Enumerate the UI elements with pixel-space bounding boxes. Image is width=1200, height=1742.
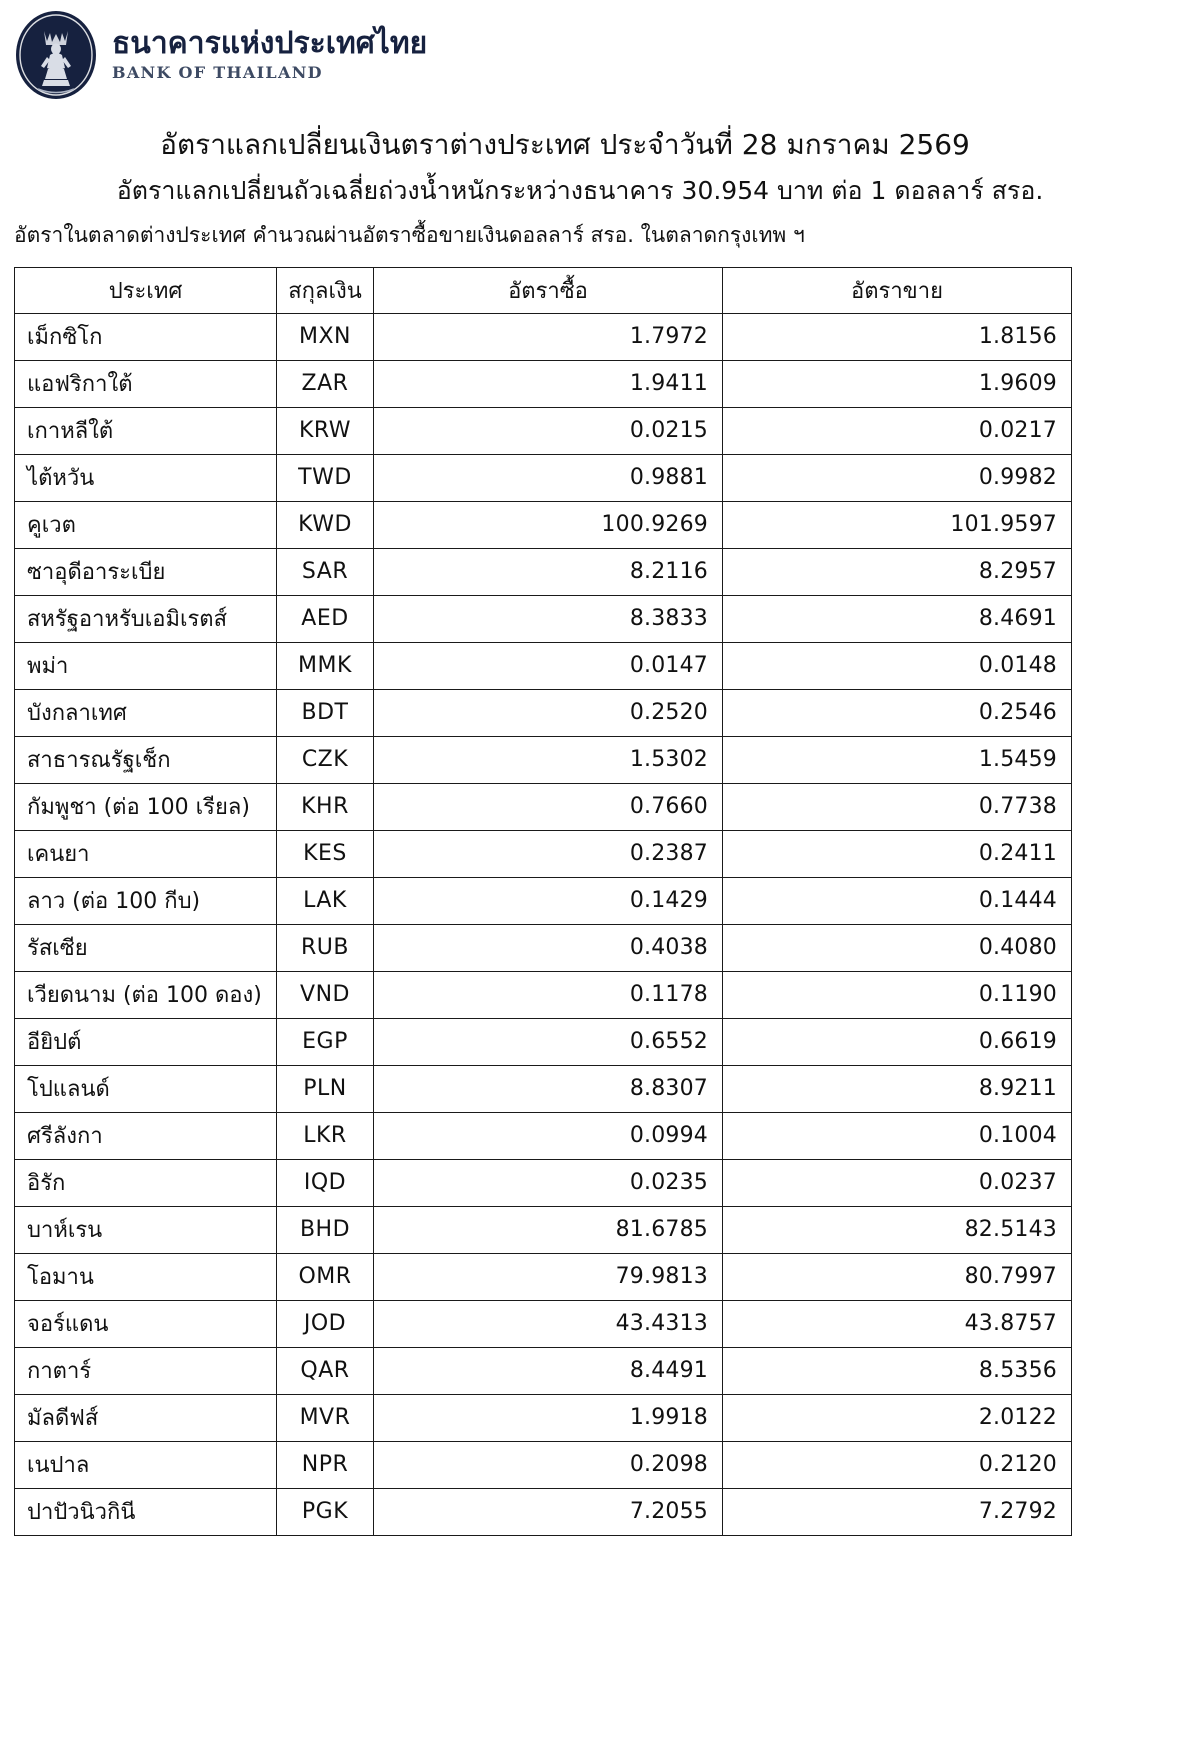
cell-currency-code: JOD: [277, 1300, 374, 1347]
cell-country: ลาว (ต่อ 100 กีบ): [15, 877, 277, 924]
cell-country: กัมพูชา (ต่อ 100 เรียล): [15, 783, 277, 830]
cell-currency-code: PLN: [277, 1065, 374, 1112]
cell-currency-code: KES: [277, 830, 374, 877]
table-row: [15, 971, 1072, 1018]
cell-currency-code: QAR: [277, 1347, 374, 1394]
cell-country: สาธารณรัฐเช็ก: [15, 736, 277, 783]
cell-sell-rate: 8.2957: [723, 548, 1072, 595]
cell-currency-code: VND: [277, 971, 374, 1018]
cell-currency-code: NPR: [277, 1441, 374, 1488]
cell-buy-rate: 0.6552: [374, 1018, 723, 1065]
table-row: [15, 501, 1072, 548]
cell-country: สหรัฐอาหรับเอมิเรตส์: [15, 595, 277, 642]
cell-country: บังกลาเทศ: [15, 689, 277, 736]
cell-currency-code: MMK: [277, 642, 374, 689]
cell-country: ไต้หวัน: [15, 454, 277, 501]
cell-buy-rate: 1.7972: [374, 313, 723, 360]
table-body: [15, 313, 1072, 1535]
table-row: [15, 642, 1072, 689]
cell-currency-code: BHD: [277, 1206, 374, 1253]
cell-buy-rate: 8.4491: [374, 1347, 723, 1394]
table-row: [15, 595, 1072, 642]
cell-country: มัลดีฟส์: [15, 1394, 277, 1441]
cell-buy-rate: 0.7660: [374, 783, 723, 830]
table-row: [15, 1441, 1072, 1488]
table-row: [15, 313, 1072, 360]
cell-sell-rate: 0.7738: [723, 783, 1072, 830]
cell-country: จอร์แดน: [15, 1300, 277, 1347]
cell-buy-rate: 0.0147: [374, 642, 723, 689]
brand-text: [112, 26, 428, 82]
column-header-buy-rate: อัตราซื้อ: [374, 267, 723, 313]
table-row: [15, 454, 1072, 501]
cell-sell-rate: 0.0217: [723, 407, 1072, 454]
cell-country: โปแลนด์: [15, 1065, 277, 1112]
cell-sell-rate: 7.2792: [723, 1488, 1072, 1535]
cell-sell-rate: 1.5459: [723, 736, 1072, 783]
cell-currency-code: EGP: [277, 1018, 374, 1065]
cell-currency-code: MVR: [277, 1394, 374, 1441]
cell-currency-code: ZAR: [277, 360, 374, 407]
cell-currency-code: AED: [277, 595, 374, 642]
cell-buy-rate: 0.1429: [374, 877, 723, 924]
cell-currency-code: LAK: [277, 877, 374, 924]
cell-country: ปาปัวนิวกินี: [15, 1488, 277, 1535]
cell-buy-rate: 1.9411: [374, 360, 723, 407]
cell-country: ซาอุดีอาระเบีย: [15, 548, 277, 595]
cell-sell-rate: 0.6619: [723, 1018, 1072, 1065]
masthead: [0, 0, 1200, 100]
cell-sell-rate: 80.7997: [723, 1253, 1072, 1300]
table-header: [15, 267, 1072, 313]
cell-country: รัสเซีย: [15, 924, 277, 971]
cell-country: คูเวต: [15, 501, 277, 548]
cell-sell-rate: 0.1444: [723, 877, 1072, 924]
cell-buy-rate: 0.1178: [374, 971, 723, 1018]
cell-sell-rate: 0.2546: [723, 689, 1072, 736]
cell-buy-rate: 79.9813: [374, 1253, 723, 1300]
cell-sell-rate: 101.9597: [723, 501, 1072, 548]
cell-sell-rate: 0.4080: [723, 924, 1072, 971]
table-row: [15, 1488, 1072, 1535]
cell-country: เม็กซิโก: [15, 313, 277, 360]
cell-buy-rate: 100.9269: [374, 501, 723, 548]
cell-sell-rate: 1.8156: [723, 313, 1072, 360]
cell-country: แอฟริกาใต้: [15, 360, 277, 407]
cell-buy-rate: 0.0994: [374, 1112, 723, 1159]
cell-buy-rate: 0.0235: [374, 1159, 723, 1206]
cell-sell-rate: 2.0122: [723, 1394, 1072, 1441]
cell-currency-code: PGK: [277, 1488, 374, 1535]
cell-buy-rate: 8.2116: [374, 548, 723, 595]
cell-sell-rate: 8.9211: [723, 1065, 1072, 1112]
cell-currency-code: KHR: [277, 783, 374, 830]
cell-sell-rate: 43.8757: [723, 1300, 1072, 1347]
cell-country: เกาหลีใต้: [15, 407, 277, 454]
bank-of-thailand-seal-icon: [14, 9, 98, 101]
cell-sell-rate: 0.0148: [723, 642, 1072, 689]
table-row: [15, 924, 1072, 971]
cell-country: เคนยา: [15, 830, 277, 877]
cell-buy-rate: 0.4038: [374, 924, 723, 971]
cell-currency-code: MXN: [277, 313, 374, 360]
table-row: [15, 1018, 1072, 1065]
brand-name-english: BANK OF THAILAND: [112, 63, 323, 82]
cell-buy-rate: 81.6785: [374, 1206, 723, 1253]
table-row: [15, 689, 1072, 736]
cell-currency-code: LKR: [277, 1112, 374, 1159]
cell-currency-code: KRW: [277, 407, 374, 454]
cell-currency-code: KWD: [277, 501, 374, 548]
cell-buy-rate: 0.9881: [374, 454, 723, 501]
cell-sell-rate: 0.2120: [723, 1441, 1072, 1488]
table-row: [15, 548, 1072, 595]
table-row: [15, 1394, 1072, 1441]
cell-buy-rate: 1.5302: [374, 736, 723, 783]
exchange-rate-table-wrapper: [14, 267, 1186, 1536]
column-header-sell-rate: อัตราขาย: [723, 267, 1072, 313]
page-title: อัตราแลกเปลี่ยนเงินตราต่างประเทศ ประจำวันที่ 28 มกราคม 2569: [160, 128, 970, 161]
table-row: [15, 360, 1072, 407]
cell-sell-rate: 1.9609: [723, 360, 1072, 407]
table-row: [15, 830, 1072, 877]
cell-buy-rate: 43.4313: [374, 1300, 723, 1347]
cell-buy-rate: 7.2055: [374, 1488, 723, 1535]
table-row: [15, 1065, 1072, 1112]
cell-currency-code: CZK: [277, 736, 374, 783]
cell-sell-rate: 0.2411: [723, 830, 1072, 877]
column-header-country: ประเทศ: [15, 267, 277, 313]
cell-sell-rate: 8.4691: [723, 595, 1072, 642]
table-row: [15, 1347, 1072, 1394]
cell-country: อิรัก: [15, 1159, 277, 1206]
page-note: อัตราในตลาดต่างประเทศ คำนวณผ่านอัตราซื้อขายเงินดอลลาร์ สรอ. ในตลาดกรุงเทพ ฯ: [14, 222, 805, 247]
cell-country: อียิปต์: [15, 1018, 277, 1065]
cell-sell-rate: 0.1004: [723, 1112, 1072, 1159]
cell-country: โอมาน: [15, 1253, 277, 1300]
cell-sell-rate: 82.5143: [723, 1206, 1072, 1253]
table-row: [15, 877, 1072, 924]
cell-currency-code: TWD: [277, 454, 374, 501]
table-row: [15, 1159, 1072, 1206]
cell-currency-code: BDT: [277, 689, 374, 736]
cell-buy-rate: 8.8307: [374, 1065, 723, 1112]
cell-country: เวียดนาม (ต่อ 100 ดอง): [15, 971, 277, 1018]
exchange-rate-table: [14, 267, 1072, 1536]
table-row: [15, 1300, 1072, 1347]
table-row: [15, 1112, 1072, 1159]
cell-buy-rate: 1.9918: [374, 1394, 723, 1441]
cell-country: เนปาล: [15, 1441, 277, 1488]
cell-sell-rate: 0.9982: [723, 454, 1072, 501]
cell-country: กาตาร์: [15, 1347, 277, 1394]
cell-currency-code: IQD: [277, 1159, 374, 1206]
cell-country: ศรีลังกา: [15, 1112, 277, 1159]
cell-buy-rate: 8.3833: [374, 595, 723, 642]
table-header-row: [15, 267, 1072, 313]
cell-currency-code: RUB: [277, 924, 374, 971]
cell-country: พม่า: [15, 642, 277, 689]
cell-buy-rate: 0.2098: [374, 1441, 723, 1488]
column-header-currency: สกุลเงิน: [277, 267, 374, 313]
table-row: [15, 1253, 1072, 1300]
table-row: [15, 736, 1072, 783]
cell-buy-rate: 0.2520: [374, 689, 723, 736]
cell-sell-rate: 0.1190: [723, 971, 1072, 1018]
cell-currency-code: OMR: [277, 1253, 374, 1300]
brand-name-thai: ธนาคารแห่งประเทศไทย: [112, 26, 428, 61]
table-row: [15, 783, 1072, 830]
cell-buy-rate: 0.2387: [374, 830, 723, 877]
cell-sell-rate: 8.5356: [723, 1347, 1072, 1394]
page-titles: [0, 126, 1200, 249]
table-row: [15, 1206, 1072, 1253]
cell-sell-rate: 0.0237: [723, 1159, 1072, 1206]
page-subtitle: อัตราแลกเปลี่ยนถัวเฉลี่ยถ่วงน้ำหนักระหว่างธนาคาร 30.954 บาท ต่อ 1 ดอลลาร์ สรอ.: [116, 175, 1044, 205]
cell-country: บาห์เรน: [15, 1206, 277, 1253]
table-row: [15, 407, 1072, 454]
cell-currency-code: SAR: [277, 548, 374, 595]
cell-buy-rate: 0.0215: [374, 407, 723, 454]
